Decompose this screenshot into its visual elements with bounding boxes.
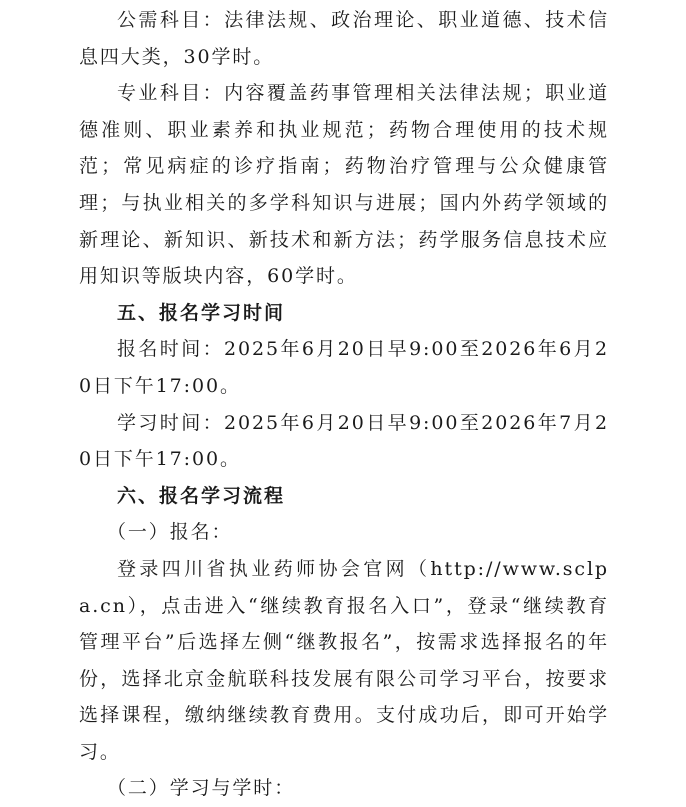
registration-time-paragraph: 报名时间：2025年6月20日早9:00至2026年6月20日下午17:00。 [79, 338, 609, 397]
document-body [79, 2, 609, 807]
step-1-paragraph: 登录四川省执业药师协会官网（http://www.sclpa.cn），点击进入“继续教育报名入口”，登录“继续教育管理平台”后选择左侧“继教报名”，按需求选择报名的年份，选择北京金航联科技发展有限公司学习平台，按要求选择课程，缴纳继续教育费用。支付成功后，即可开始学习。 [79, 557, 609, 763]
section-6-heading: 六、报名学习流程 [117, 484, 286, 507]
professional-subjects-paragraph: 专业科目：内容覆盖药事管理相关法律法规；职业道德准则、职业素养和执业规范；药物合理使用的技术规范；常见病症的诊疗指南；药物治疗管理与公众健康管理；与执业相关的多学科知识与进展；国内外药学领域的新理论、新知识、新技术和新方法；药学服务信息技术应用知识等版块内容，60学时。 [79, 82, 609, 288]
study-time-paragraph: 学习时间：2025年6月20日早9:00至2026年7月20日下午17:00。 [79, 411, 609, 471]
step-2-heading: （二）学习与学时： [107, 777, 296, 800]
section-5-heading: 五、报名学习时间 [117, 301, 286, 324]
step-1-heading: （一）报名： [107, 521, 233, 544]
public-subjects-paragraph: 公需科目：法律法规、政治理论、职业道德、技术信息四大类，30学时。 [79, 9, 609, 68]
